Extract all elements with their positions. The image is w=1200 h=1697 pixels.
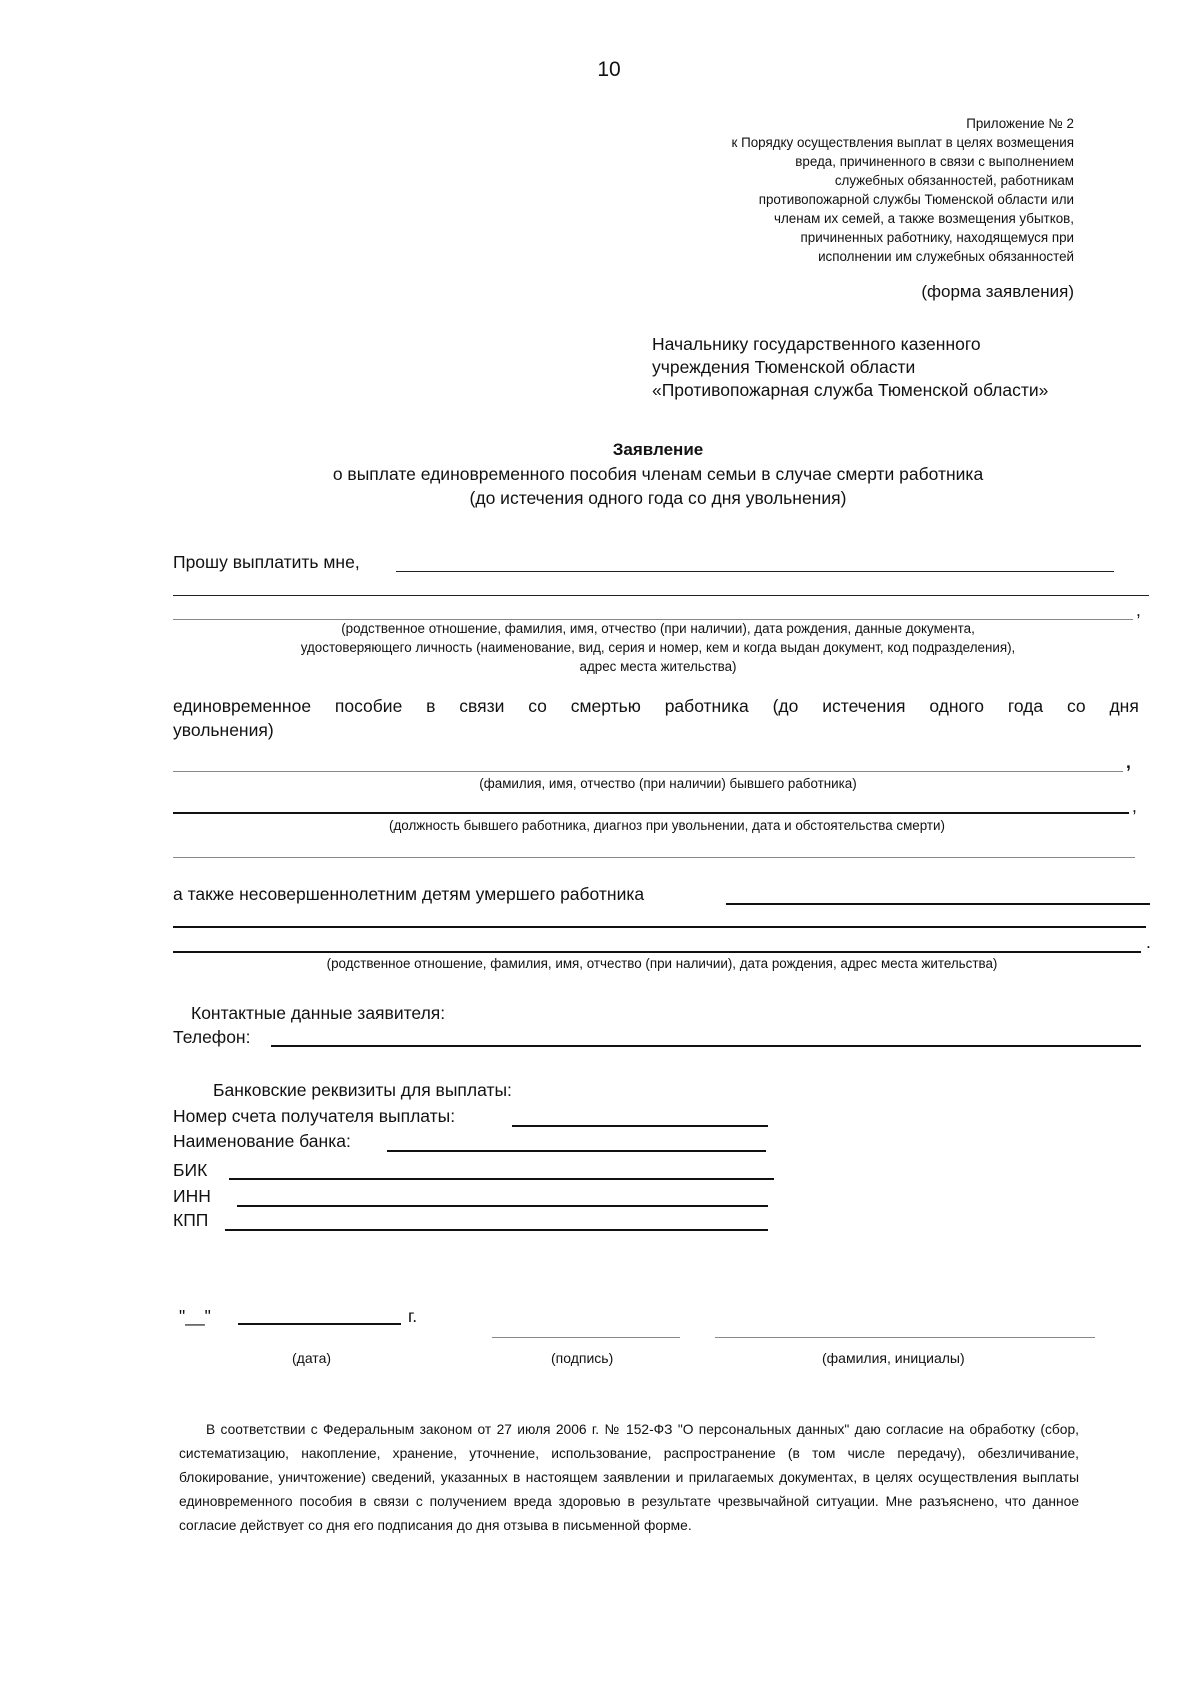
worker-name-field-line[interactable] xyxy=(173,771,1123,772)
addressee-block xyxy=(652,333,1048,402)
appendix-line: Приложение № 2 xyxy=(966,116,1074,131)
benefit-word: со xyxy=(528,696,547,716)
applicant-field-line[interactable] xyxy=(173,619,1133,620)
benefit-word: года xyxy=(1007,696,1044,716)
appendix-line: исполнении им служебных обязанностей xyxy=(818,249,1074,264)
benefit-word: (до xyxy=(772,696,799,716)
children-field-line[interactable] xyxy=(726,903,1150,905)
account-field-line[interactable] xyxy=(512,1125,768,1127)
comma-mark: , xyxy=(1136,600,1141,620)
bik-label: БИК xyxy=(173,1160,208,1180)
contacts-heading: Контактные данные заявителя: xyxy=(191,1003,446,1023)
kpp-label: КПП xyxy=(173,1210,209,1230)
request-field-note: удостоверяющего личность (наименование, вид, серия и номер, кем и когда выдан документ, код подразделения), xyxy=(300,640,1016,655)
signature-caption: (подпись) xyxy=(551,1350,614,1366)
appendix-line: служебных обязанностей, работникам xyxy=(834,173,1074,188)
date-day-mark: "__" xyxy=(179,1306,211,1326)
children-field-line[interactable] xyxy=(173,951,1141,953)
appendix-line: вреда, причиненного в связи с выполнением xyxy=(795,154,1074,169)
consent-text: В соответствии с Федеральным законом от 27 июля 2006 г. № 152-ФЗ "О персональных данных" даю согласие на обработку (сбор, систематизацию, накопление, хранение, уточнение, использование, распространение (в том числе передачу), обезличивание, блокирование, уничтожение) сведений, указанных в настоящем заявлении и прилагаемых документах, в целях осуществления выплаты единовременного пособия в связи с получением вреда здоровью в результате чрезвычайной ситуации. Мне разъяснено, что данное согласие действует со дня его подписания до дня отзыва в письменной форме. xyxy=(179,1422,1079,1533)
document-title: Заявление xyxy=(612,440,704,459)
document-subtitle-line: о выплате единовременного пособия членам семьи в случае смерти работника xyxy=(332,464,984,484)
benefit-word: в xyxy=(426,696,436,716)
request-field-note: адрес места жительства) xyxy=(579,659,737,674)
worker-position-field-line[interactable] xyxy=(173,857,1135,858)
name-caption: (фамилия, инициалы) xyxy=(822,1350,965,1366)
benefit-word: одного xyxy=(929,696,984,716)
benefit-text-line2: увольнения) xyxy=(173,720,274,740)
signature-field-line[interactable] xyxy=(492,1337,680,1338)
page-number: 10 xyxy=(597,58,621,81)
bank-name-field-line[interactable] xyxy=(387,1150,766,1152)
benefit-word: истечения xyxy=(822,696,906,716)
benefit-word: дня xyxy=(1109,696,1139,716)
date-caption: (дата) xyxy=(292,1350,332,1366)
comma-mark: , xyxy=(1132,796,1137,816)
phone-label: Телефон: xyxy=(173,1027,251,1047)
worker-position-field-line[interactable] xyxy=(173,812,1129,814)
request-label: Прошу выплатить мне, xyxy=(173,552,360,572)
benefit-word: со xyxy=(1066,696,1086,716)
phone-field-line[interactable] xyxy=(271,1045,1141,1047)
addressee-line: Начальнику государственного казенного xyxy=(652,334,981,354)
addressee-line: учреждения Тюменской области xyxy=(652,357,916,377)
addressee-line: «Противопожарная служба Тюменской области» xyxy=(652,380,1049,400)
benefit-word: пособие xyxy=(334,696,403,716)
period-mark: . xyxy=(1146,932,1151,952)
document-subtitle-line: (до истечения одного года со дня увольнения) xyxy=(469,488,847,508)
kpp-field-line[interactable] xyxy=(225,1229,768,1231)
full-name-field-line[interactable] xyxy=(715,1337,1095,1338)
inn-label: ИНН xyxy=(173,1186,211,1206)
benefit-word: работника xyxy=(664,696,749,716)
benefit-word: смертью xyxy=(570,696,641,716)
bik-field-line[interactable] xyxy=(229,1178,774,1180)
children-label: а также несовершеннолетним детям умершего работника xyxy=(173,884,645,904)
bank-name-label: Наименование банка: xyxy=(173,1131,351,1151)
appendix-line: противопожарной службы Тюменской области или xyxy=(758,192,1074,207)
appendix-line: к Порядку осуществления выплат в целях возмещения xyxy=(731,135,1074,150)
account-label: Номер счета получателя выплаты: xyxy=(173,1106,456,1126)
date-field-line[interactable] xyxy=(238,1323,401,1325)
benefit-text-line xyxy=(173,696,1139,717)
benefit-word: единовременное xyxy=(173,696,312,716)
consent-paragraph xyxy=(179,1418,1079,1538)
children-field-line[interactable] xyxy=(173,926,1146,928)
appendix-header xyxy=(732,114,1074,266)
worker-position-note: (должность бывшего работника, диагноз при увольнении, дата и обстоятельства смерти) xyxy=(389,818,945,833)
children-field-note: (родственное отношение, фамилия, имя, отчество (при наличии), дата рождения, адрес места жительства) xyxy=(326,956,998,971)
benefit-word: связи xyxy=(459,696,505,716)
applicant-field-line[interactable] xyxy=(396,571,1114,572)
comma-mark: , xyxy=(1126,752,1131,772)
request-field-note: (родственное отношение, фамилия, имя, отчество (при наличии), дата рождения, данные документа, xyxy=(341,621,975,636)
appendix-line: причиненных работнику, находящемуся при xyxy=(800,230,1074,245)
year-suffix: г. xyxy=(408,1306,418,1326)
bank-heading: Банковские реквизиты для выплаты: xyxy=(213,1080,512,1100)
worker-name-note: (фамилия, имя, отчество (при наличии) бывшего работника) xyxy=(479,776,857,791)
appendix-line: членам их семей, а также возмещения убытков, xyxy=(774,211,1074,226)
form-note: (форма заявления) xyxy=(921,282,1074,301)
inn-field-line[interactable] xyxy=(237,1205,768,1207)
applicant-field-line[interactable] xyxy=(173,595,1149,596)
